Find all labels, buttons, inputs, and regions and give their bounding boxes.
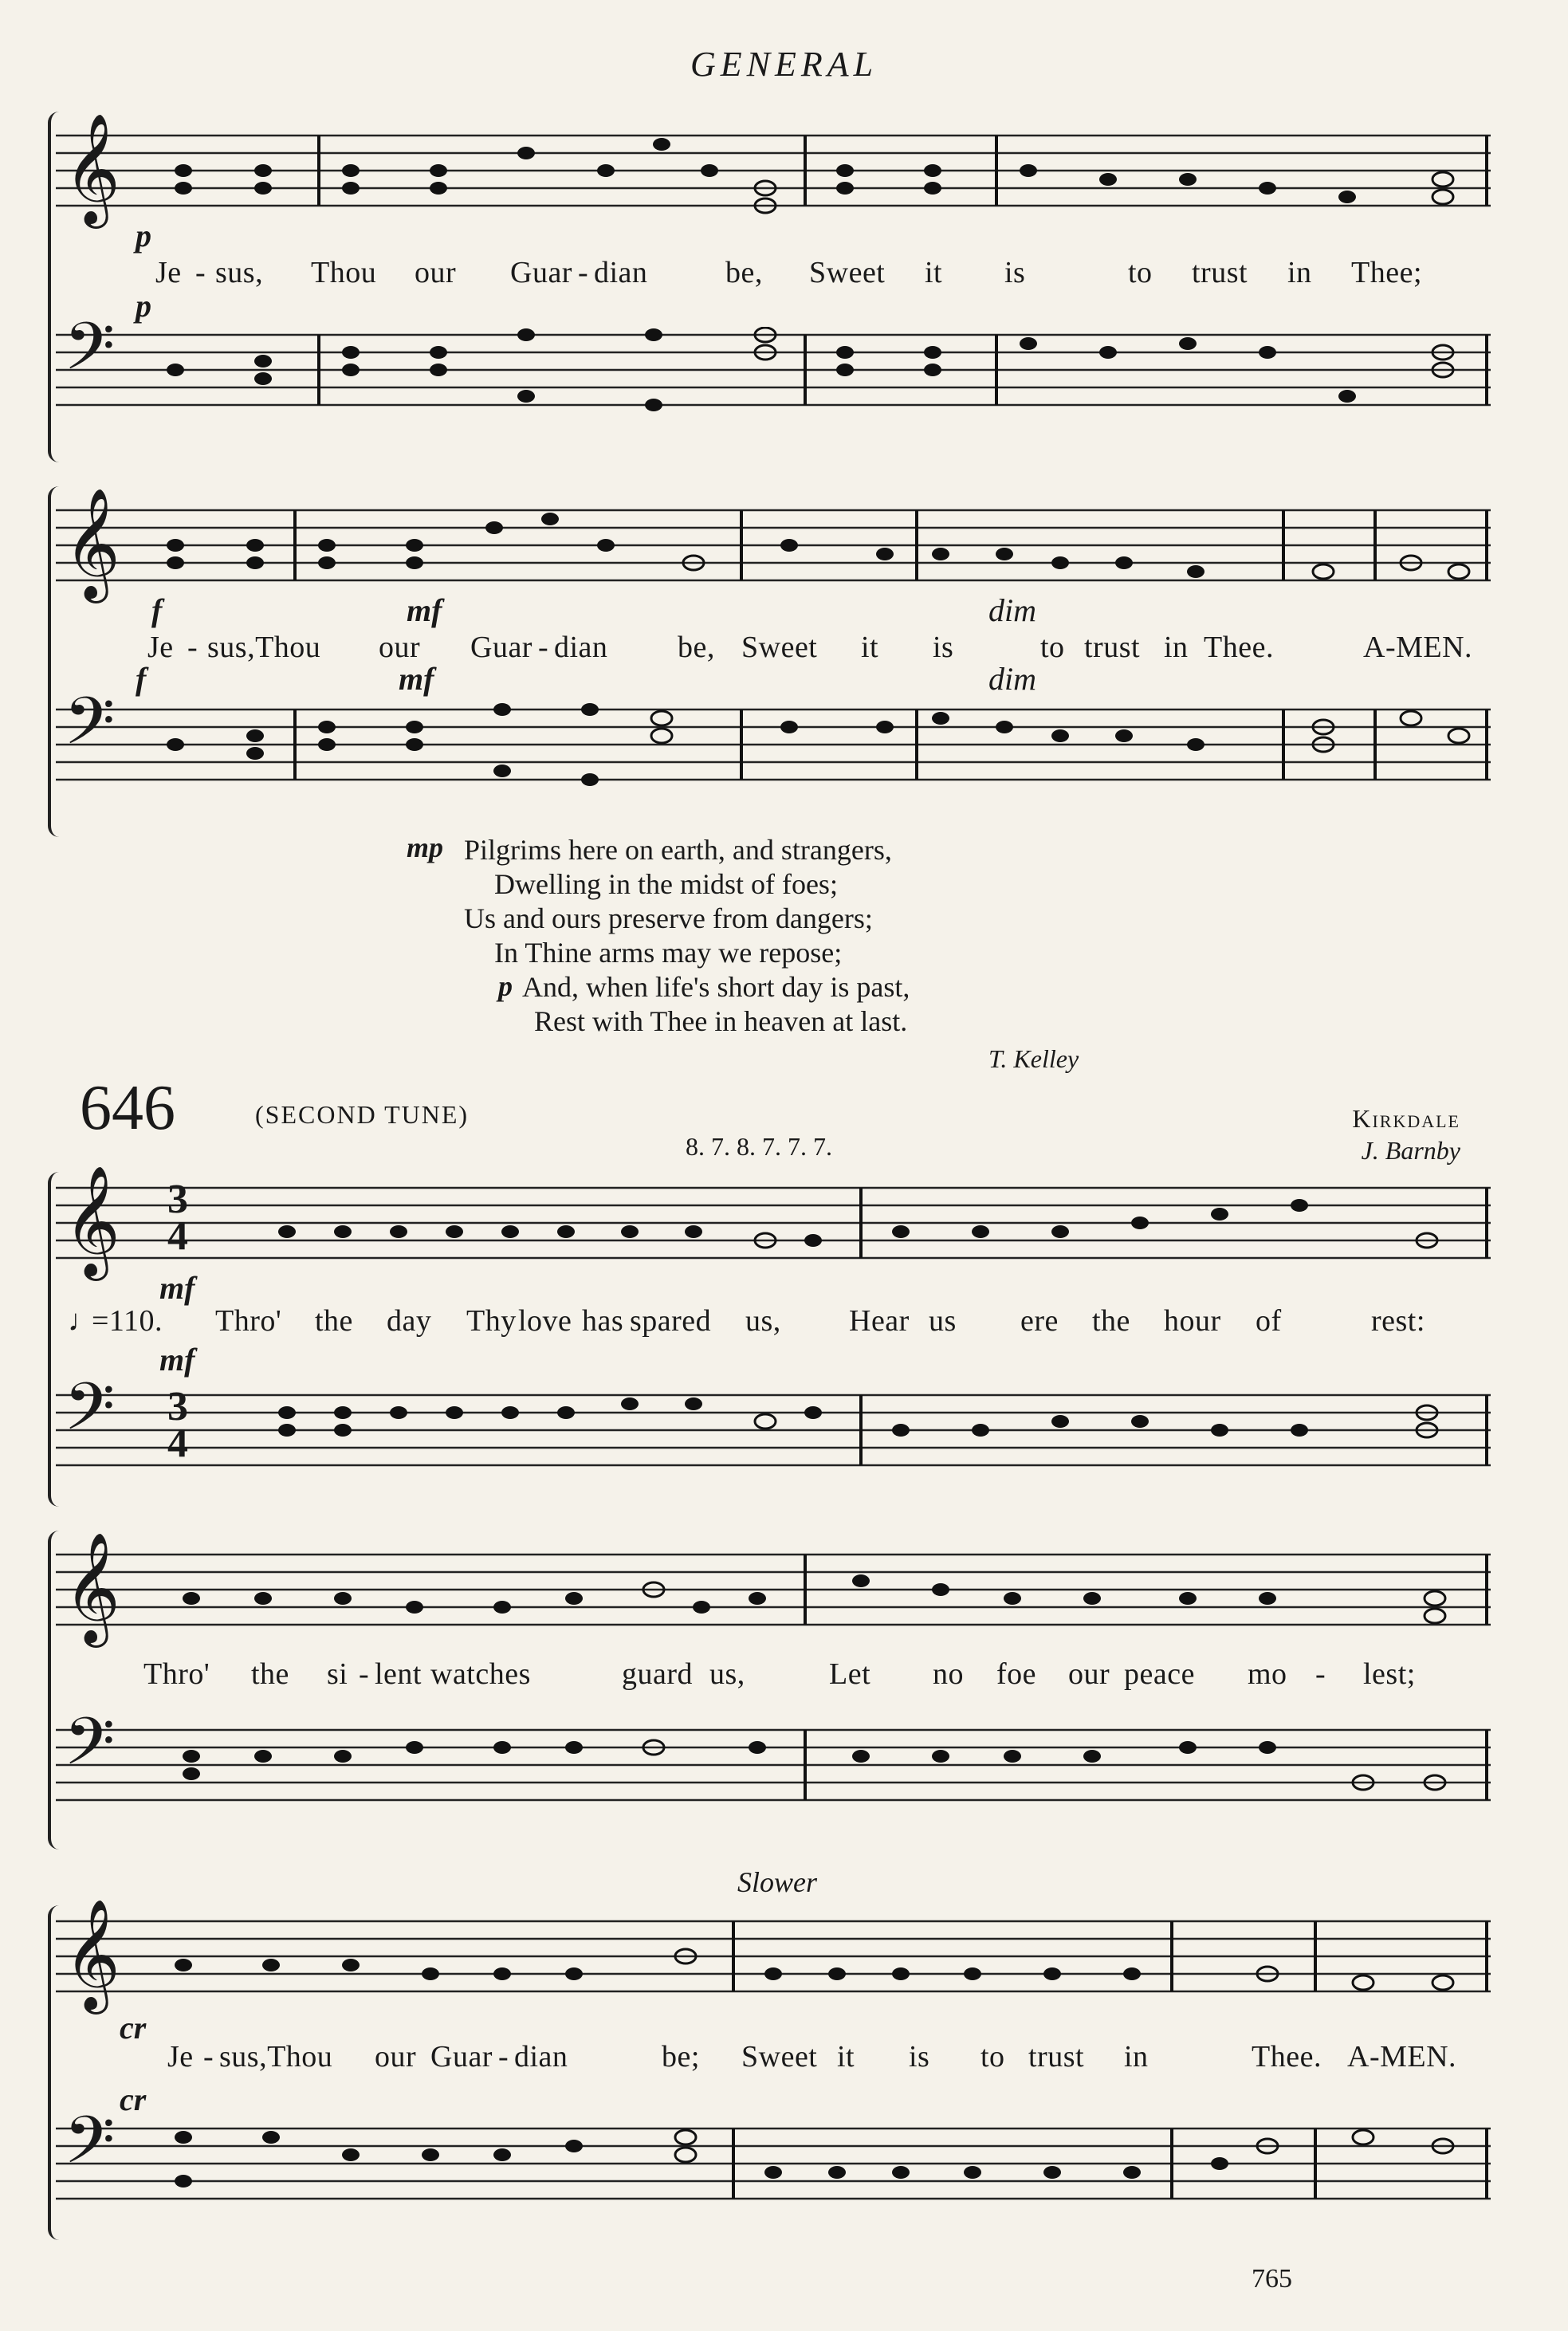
tune2-system-1: [56, 1164, 1491, 1515]
verse-line: Dwelling in the midst of foes;: [494, 868, 838, 900]
time-signature: 3 4: [167, 1384, 188, 1466]
lyric-syllable: -: [359, 1657, 370, 1691]
dynamic-dim: dim: [988, 592, 1036, 628]
lyric-syllable: dian: [554, 631, 608, 664]
lyric-syllable: the: [251, 1657, 289, 1691]
lyric-syllable: -: [498, 2040, 509, 2074]
lyric-syllable: to: [980, 2040, 1005, 2074]
lyrics-line-2: [56, 1657, 1491, 1696]
verse-author: T. Kelley: [988, 1044, 1079, 1073]
tempo-and-lyrics-1: [56, 1303, 1491, 1343]
lyric-syllable: dian: [514, 2040, 568, 2074]
bass-staff: [56, 2105, 1491, 2208]
lyric-syllable: our: [415, 256, 457, 289]
bass-clef-icon: 𝄢: [64, 686, 116, 774]
lyric-syllable: Thro': [143, 1657, 210, 1691]
lyric-syllable: spared: [630, 1304, 712, 1338]
lyric-syllable: our: [375, 2040, 417, 2074]
lyric-syllable: Je: [167, 2040, 194, 2074]
lyric-syllable: Hear: [849, 1304, 910, 1338]
lyric-syllable: it: [837, 2040, 855, 2074]
page-number: 765: [1252, 2264, 1292, 2294]
tune1-system-1: [56, 104, 1491, 470]
lyric-syllable: us,: [745, 1304, 781, 1338]
lyric-syllable: in: [1164, 631, 1189, 664]
lyric-syllable: sus,Thou: [219, 2040, 333, 2074]
lyric-syllable: Sweet: [741, 631, 818, 664]
lyric-syllable: A-MEN.: [1363, 631, 1473, 664]
bass-clef-icon: 𝄢: [64, 311, 116, 399]
treble-clef-icon: 𝄞: [64, 1901, 120, 2007]
treble-staff: [56, 1168, 1491, 1274]
verse-text: [407, 833, 1124, 1039]
lyric-syllable: be,: [678, 631, 715, 664]
lyric-syllable: -: [1315, 1657, 1326, 1691]
treble-staff: [56, 116, 1491, 222]
quarter-note-icon: ♩: [68, 1304, 99, 1338]
dynamic-cr: cr: [120, 2010, 147, 2046]
dynamic-f: f: [151, 592, 163, 628]
lyric-syllable: our: [1068, 1657, 1110, 1691]
lyric-syllable: it: [861, 631, 879, 664]
verse-line: Rest with Thee in heaven at last.: [534, 1005, 908, 1037]
tune-name: Kirkdale: [1352, 1104, 1460, 1133]
lyric-syllable: mo: [1248, 1657, 1287, 1691]
dynamic-f: f: [136, 661, 147, 697]
lyric-syllable: rest:: [1371, 1304, 1425, 1338]
lyric-syllable: day: [387, 1304, 432, 1338]
lyric-syllable: -: [187, 631, 198, 664]
lyric-syllable: sus,: [215, 256, 264, 289]
lyric-syllable: Sweet: [809, 256, 886, 289]
treble-staff: [56, 1901, 1491, 2007]
page-header: GENERAL: [690, 45, 878, 84]
bass-staff: [56, 311, 1491, 415]
tune2-system-3: [56, 1897, 1491, 2248]
dynamic-mf: mf: [159, 1342, 195, 1378]
dynamic-p: p: [136, 218, 151, 254]
lyric-syllable: us: [929, 1304, 957, 1338]
dynamic-cr: cr: [120, 2081, 147, 2117]
lyric-syllable: ere: [1020, 1304, 1059, 1338]
verse-line: Pilgrims here on earth, and strangers,: [464, 834, 892, 866]
lyric-syllable: is: [1004, 256, 1026, 289]
dynamic-dim: dim: [988, 661, 1036, 697]
verse-line: In Thine arms may we repose;: [494, 937, 843, 969]
lyric-syllable: Thro': [215, 1304, 282, 1338]
lyric-syllable: peace: [1124, 1657, 1195, 1691]
tune1-system-2: [56, 478, 1491, 845]
lyric-syllable: A-MEN.: [1347, 2040, 1457, 2074]
bass-clef-icon: 𝄢: [64, 1706, 116, 1794]
verse-line: Us and ours preserve from dangers;: [464, 902, 873, 934]
lyric-syllable: in: [1124, 2040, 1149, 2074]
lyric-syllable: trust: [1192, 256, 1248, 289]
treble-clef-icon: 𝄞: [64, 490, 120, 596]
hymn-meter: 8. 7. 8. 7. 7. 7.: [686, 1132, 832, 1161]
lyric-syllable: has: [582, 1304, 624, 1338]
lyric-syllable: dian: [594, 256, 648, 289]
bass-clef-icon: 𝄢: [64, 1371, 116, 1460]
lyric-syllable: -: [578, 256, 589, 289]
lyric-syllable: guard: [622, 1657, 694, 1691]
time-signature: 3 4: [167, 1177, 188, 1259]
lyric-syllable: the: [315, 1304, 353, 1338]
lyric-syllable: -: [195, 256, 206, 289]
tempo-marking: =110.: [92, 1304, 163, 1338]
composer: J. Barnby: [1361, 1136, 1460, 1165]
treble-staff: [56, 490, 1491, 596]
verse-dynamic-mp: mp: [407, 831, 444, 863]
lyric-syllable: the: [1092, 1304, 1130, 1338]
lyric-syllable: Je: [147, 631, 174, 664]
bass-clef-icon: 𝄢: [64, 2105, 116, 2193]
lyric-syllable: be,: [725, 256, 763, 289]
lyric-syllable: Je: [155, 256, 182, 289]
lyrics-line-3: [56, 2039, 1491, 2079]
lyric-syllable: Thee.: [1252, 2040, 1322, 2074]
treble-clef-icon: 𝄞: [64, 116, 120, 222]
lyric-syllable: Let: [829, 1657, 871, 1691]
lyrics-line-1: [56, 255, 1491, 295]
tune2-system-2: [56, 1523, 1491, 1857]
lyric-syllable: is: [909, 2040, 930, 2074]
treble-staff: [56, 1535, 1491, 1641]
lyric-syllable: -: [203, 2040, 214, 2074]
lyric-syllable: us,: [709, 1657, 745, 1691]
lyric-syllable: our: [379, 631, 421, 664]
lyric-syllable: Guar: [430, 2040, 493, 2074]
dynamic-mf: mf: [407, 592, 442, 628]
lyric-syllable: Guar: [470, 631, 532, 664]
lyric-syllable: lent: [375, 1657, 422, 1691]
lyric-syllable: Sweet: [741, 2040, 818, 2074]
lyric-syllable: lest;: [1363, 1657, 1416, 1691]
lyric-syllable: watches: [430, 1657, 531, 1691]
lyric-syllable: sus,Thou: [207, 631, 321, 664]
dynamic-p: p: [136, 288, 151, 324]
bass-staff: [56, 686, 1491, 789]
treble-clef-icon: 𝄞: [64, 1535, 120, 1641]
hymn-number: 646: [80, 1073, 175, 1143]
dynamic-mf: mf: [399, 661, 434, 697]
hymn-subtitle: (SECOND TUNE): [255, 1100, 470, 1129]
lyric-syllable: trust: [1028, 2040, 1085, 2074]
lyric-syllable: Thee;: [1351, 256, 1423, 289]
lyric-syllable: be;: [662, 2040, 700, 2074]
lyric-syllable: to: [1040, 631, 1065, 664]
lyric-syllable: hour: [1164, 1304, 1221, 1338]
lyric-syllable: Guar: [510, 256, 572, 289]
dynamic-mf: mf: [159, 1270, 195, 1306]
verse-dynamic-p: p: [498, 970, 513, 1002]
lyric-syllable: -: [538, 631, 549, 664]
lyric-syllable: in: [1287, 256, 1312, 289]
lyric-syllable: to: [1128, 256, 1153, 289]
treble-clef-icon: 𝄞: [64, 1168, 120, 1274]
verse-line: And, when life's short day is past,: [522, 971, 910, 1003]
lyric-syllable: foe: [996, 1657, 1037, 1691]
lyric-syllable: trust: [1084, 631, 1141, 664]
bass-staff: [56, 1706, 1491, 1810]
lyric-syllable: Thou: [311, 256, 377, 289]
lyric-syllable: is: [933, 631, 954, 664]
lyric-syllable: Thy: [466, 1304, 517, 1338]
lyric-syllable: Thee.: [1204, 631, 1274, 664]
lyric-syllable: no: [933, 1657, 964, 1691]
lyrics-line-2: [56, 630, 1491, 670]
bass-staff: [56, 1371, 1491, 1475]
lyric-syllable: of: [1256, 1304, 1282, 1338]
lyric-syllable: it: [925, 256, 943, 289]
tempo-slower: Slower: [737, 1866, 818, 1898]
lyric-syllable: si: [327, 1657, 348, 1691]
lyric-syllable: love: [518, 1304, 572, 1338]
